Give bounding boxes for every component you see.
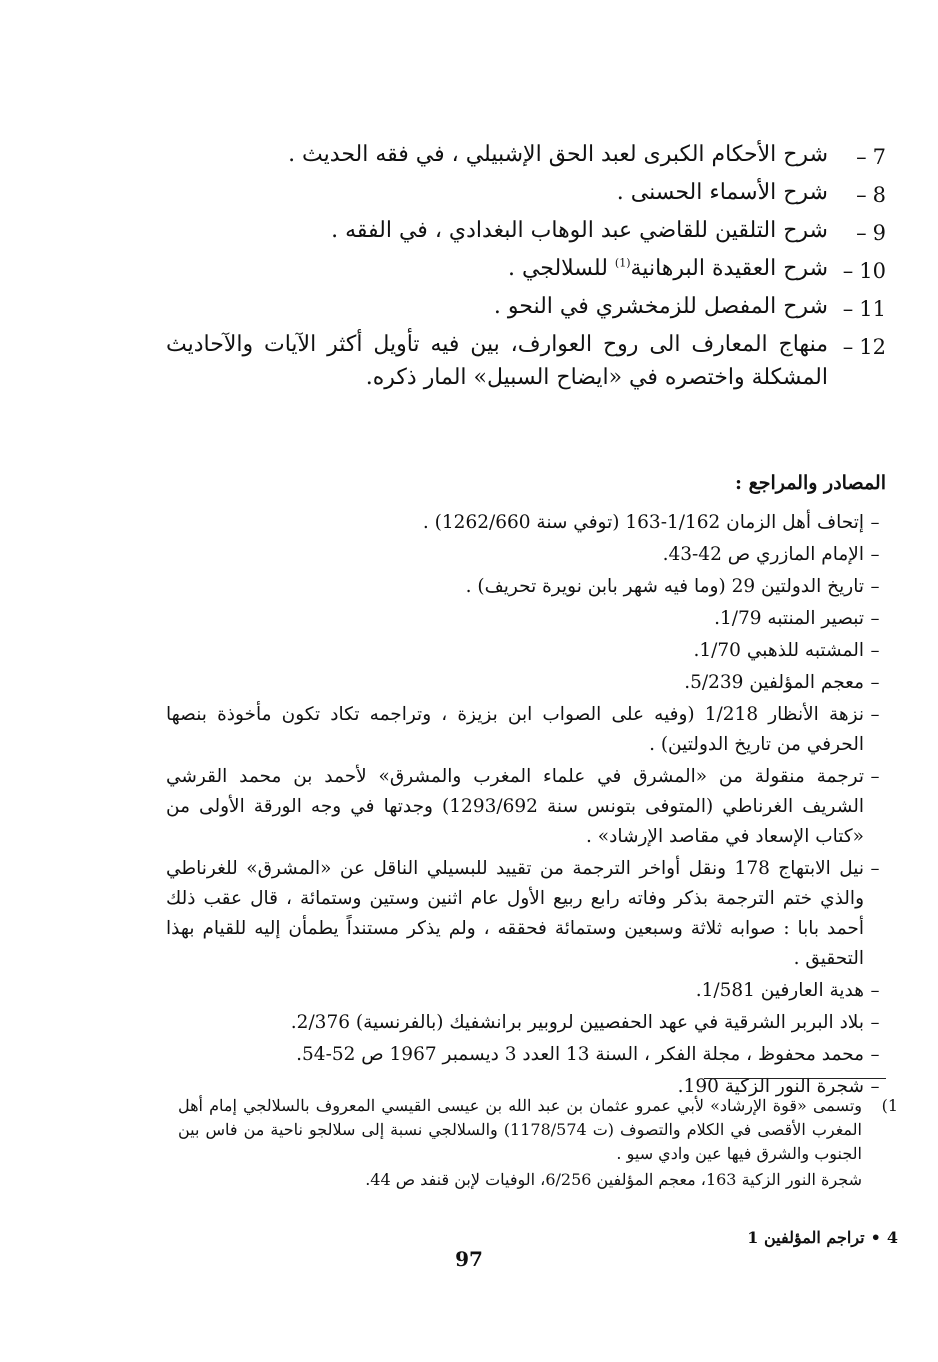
source-item: – هدية العارفين 1/581.	[166, 976, 886, 1006]
work-item-11	[166, 290, 886, 328]
item-text: شرح التلقين للقاضي عبد الوهاب البغدادي ، في الفقه .	[331, 218, 828, 243]
source-text: هدية العارفين 1/581.	[695, 980, 864, 1001]
source-item: – نيل الابتهاج 178 ونقل أواخر الترجمة من تقييد للبسيلي الناقل عن «المشرق» للغرناطي والذي ختم الترجمة بذكر وفاته رابع ربيع الأول عام اثنين وستين وستمائة ، قال عقب ذلك أحمد بابا : صوابه ثلاثة وسبعين وستمائة فحققه ، ولم يذكر مستنداً يطمأن إليه للقيام بهذا التحقيق .	[166, 854, 886, 974]
footnote-marker: (1)	[614, 256, 631, 270]
sources-heading: المصادر والمراجع :	[734, 472, 886, 494]
source-text: نزهة الأنظار 1/218 (وفيه على الصواب ابن بزيزة ، وتراجمه تكاد تكون مأخوذة بنصها الحرفي من تاريخ الدولتين) .	[166, 704, 864, 755]
item-text: منهاج المعارف الى روح العوارف، بين فيه تأويل أكثر الآيات والآحاديث المشكلة واختصره في «ايضاح السبيل» المار ذكره.	[166, 332, 828, 390]
source-item: – الإمام المازري ص 42-43.	[166, 540, 886, 570]
item-number: 7–	[856, 145, 886, 169]
series-title: تراجم المؤلفين 1	[747, 1228, 865, 1247]
source-text: إتحاف أهل الزمان 1/162-163 (توفي سنة 1262/660) .	[422, 512, 864, 533]
source-text: محمد محفوظ ، مجلة الفكر ، السنة 13 العدد 3 ديسمبر 1967 ص 52-54.	[296, 1044, 864, 1065]
source-item: – معجم المؤلفين 5/239.	[166, 668, 886, 698]
source-text: شجرة النور الزكية 190.	[677, 1076, 864, 1097]
sources-list	[166, 508, 886, 1104]
work-item-8	[166, 176, 886, 214]
work-item-9	[166, 214, 886, 252]
source-item: – المشتبه للذهبي 1/70.	[166, 636, 886, 666]
page-number: 97	[455, 1247, 483, 1271]
source-text: تاريخ الدولتين 29 (وما فيه شهر بابن نويرة تحريف) .	[465, 576, 864, 597]
footnote-divider	[704, 1078, 886, 1079]
footnote-body	[178, 1094, 862, 1192]
source-item: – تاريخ الدولتين 29 (وما فيه شهر بابن نويرة تحريف) .	[166, 572, 886, 602]
work-item-7	[166, 138, 886, 176]
source-text: بلاد البربر الشرقية في عهد الحفصيين لروبير برانشفيك (بالفرنسية) 2/376.	[290, 1012, 864, 1033]
source-text: نيل الابتهاج 178 ونقل أواخر الترجمة من تقييد للبسيلي الناقل عن «المشرق» للغرناطي والذي ختم الترجمة بذكر وفاته رابع ربيع الأول عام اثنين وستين وستمائة ، قال عقب ذلك أحمد بابا : صوابه ثلاثة وسبعين وستمائة فحققه ، ولم يذكر مستنداً يطمأن إليه للقيام بهذا التحقيق .	[166, 858, 864, 969]
source-item: – بلاد البربر الشرقية في عهد الحفصيين لروبير برانشفيك (بالفرنسية) 2/376.	[166, 1008, 886, 1038]
source-item: – شجرة النور الزكية 190.	[166, 1072, 886, 1102]
source-text: الإمام المازري ص 42-43.	[662, 544, 864, 565]
item-number: 10–	[842, 259, 886, 283]
source-item: – تبصير المنتبه 1/79.	[166, 604, 886, 634]
source-text: ترجمة منقولة من «المشرق في علماء المغرب والمشرق» لأحمد بن محمد القرشي الشريف الغرناطي (المتوفى بتونس سنة 1293/692) وجدتها في وجه الورقة الأولى من «كتاب الإسعاد في مقاصد الإرشاد» .	[166, 766, 864, 847]
series-number: 4	[886, 1228, 898, 1247]
footnote-number: 1)	[881, 1096, 898, 1115]
source-text: المشتبه للذهبي 1/70.	[693, 640, 864, 661]
work-item-10	[166, 252, 886, 290]
item-number: 12–	[842, 335, 886, 359]
item-text: شرح الأسماء الحسنى .	[616, 180, 828, 205]
source-item: – محمد محفوظ ، مجلة الفكر ، السنة 13 العدد 3 ديسمبر 1967 ص 52-54.	[166, 1040, 886, 1070]
source-item: – ترجمة منقولة من «المشرق في علماء المغرب والمشرق» لأحمد بن محمد القرشي الشريف الغرناطي (المتوفى بتونس سنة 1293/692) وجدتها في وجه الورقة الأولى من «كتاب الإسعاد في مقاصد الإرشاد» .	[166, 762, 886, 852]
works-list	[166, 138, 886, 394]
item-text: شرح المفصل للزمخشري في النحو .	[493, 294, 828, 319]
source-text: تبصير المنتبه 1/79.	[714, 608, 864, 629]
item-number: 8–	[856, 183, 886, 207]
footnote-text: وتسمى «قوة الإرشاد» لأبي عمرو عثمان بن عبد الله بن عيسى القيسي المعروف بالسلالجي إمام أهل المغرب الأقصى في الكلام والتصوف (ت 1178/574) والسلالجي نسبة إلى سلالجو ناحية من فاس بين الجنوب والشرق فيها عين وادي سيو .	[178, 1096, 863, 1163]
source-item: – نزهة الأنظار 1/218 (وفيه على الصواب ابن بزيزة ، وتراجمه تكاد تكون مأخوذة بنصها الحرفي من تاريخ الدولتين) .	[166, 700, 886, 760]
item-text: شرح العقيدة البرهانية$^{(1)}$ للسلالجي .	[507, 256, 828, 281]
item-number: 11–	[842, 297, 886, 321]
footnote	[178, 1094, 898, 1192]
work-item-12	[166, 328, 886, 394]
item-number: 9–	[856, 221, 886, 245]
item-text: شرح الأحكام الكبرى لعبد الحق الإشبيلي ، في فقه الحديث .	[288, 142, 828, 167]
source-item: – إتحاف أهل الزمان 1/162-163 (توفي سنة 1262/660) .	[166, 508, 886, 538]
bullet-icon: •	[870, 1228, 881, 1247]
footnote-references: شجرة النور الزكية 163، معجم المؤلفين 6/256، الوفيات لإبن قنفد ص 44.	[365, 1170, 862, 1189]
source-text: معجم المؤلفين 5/239.	[684, 672, 864, 693]
